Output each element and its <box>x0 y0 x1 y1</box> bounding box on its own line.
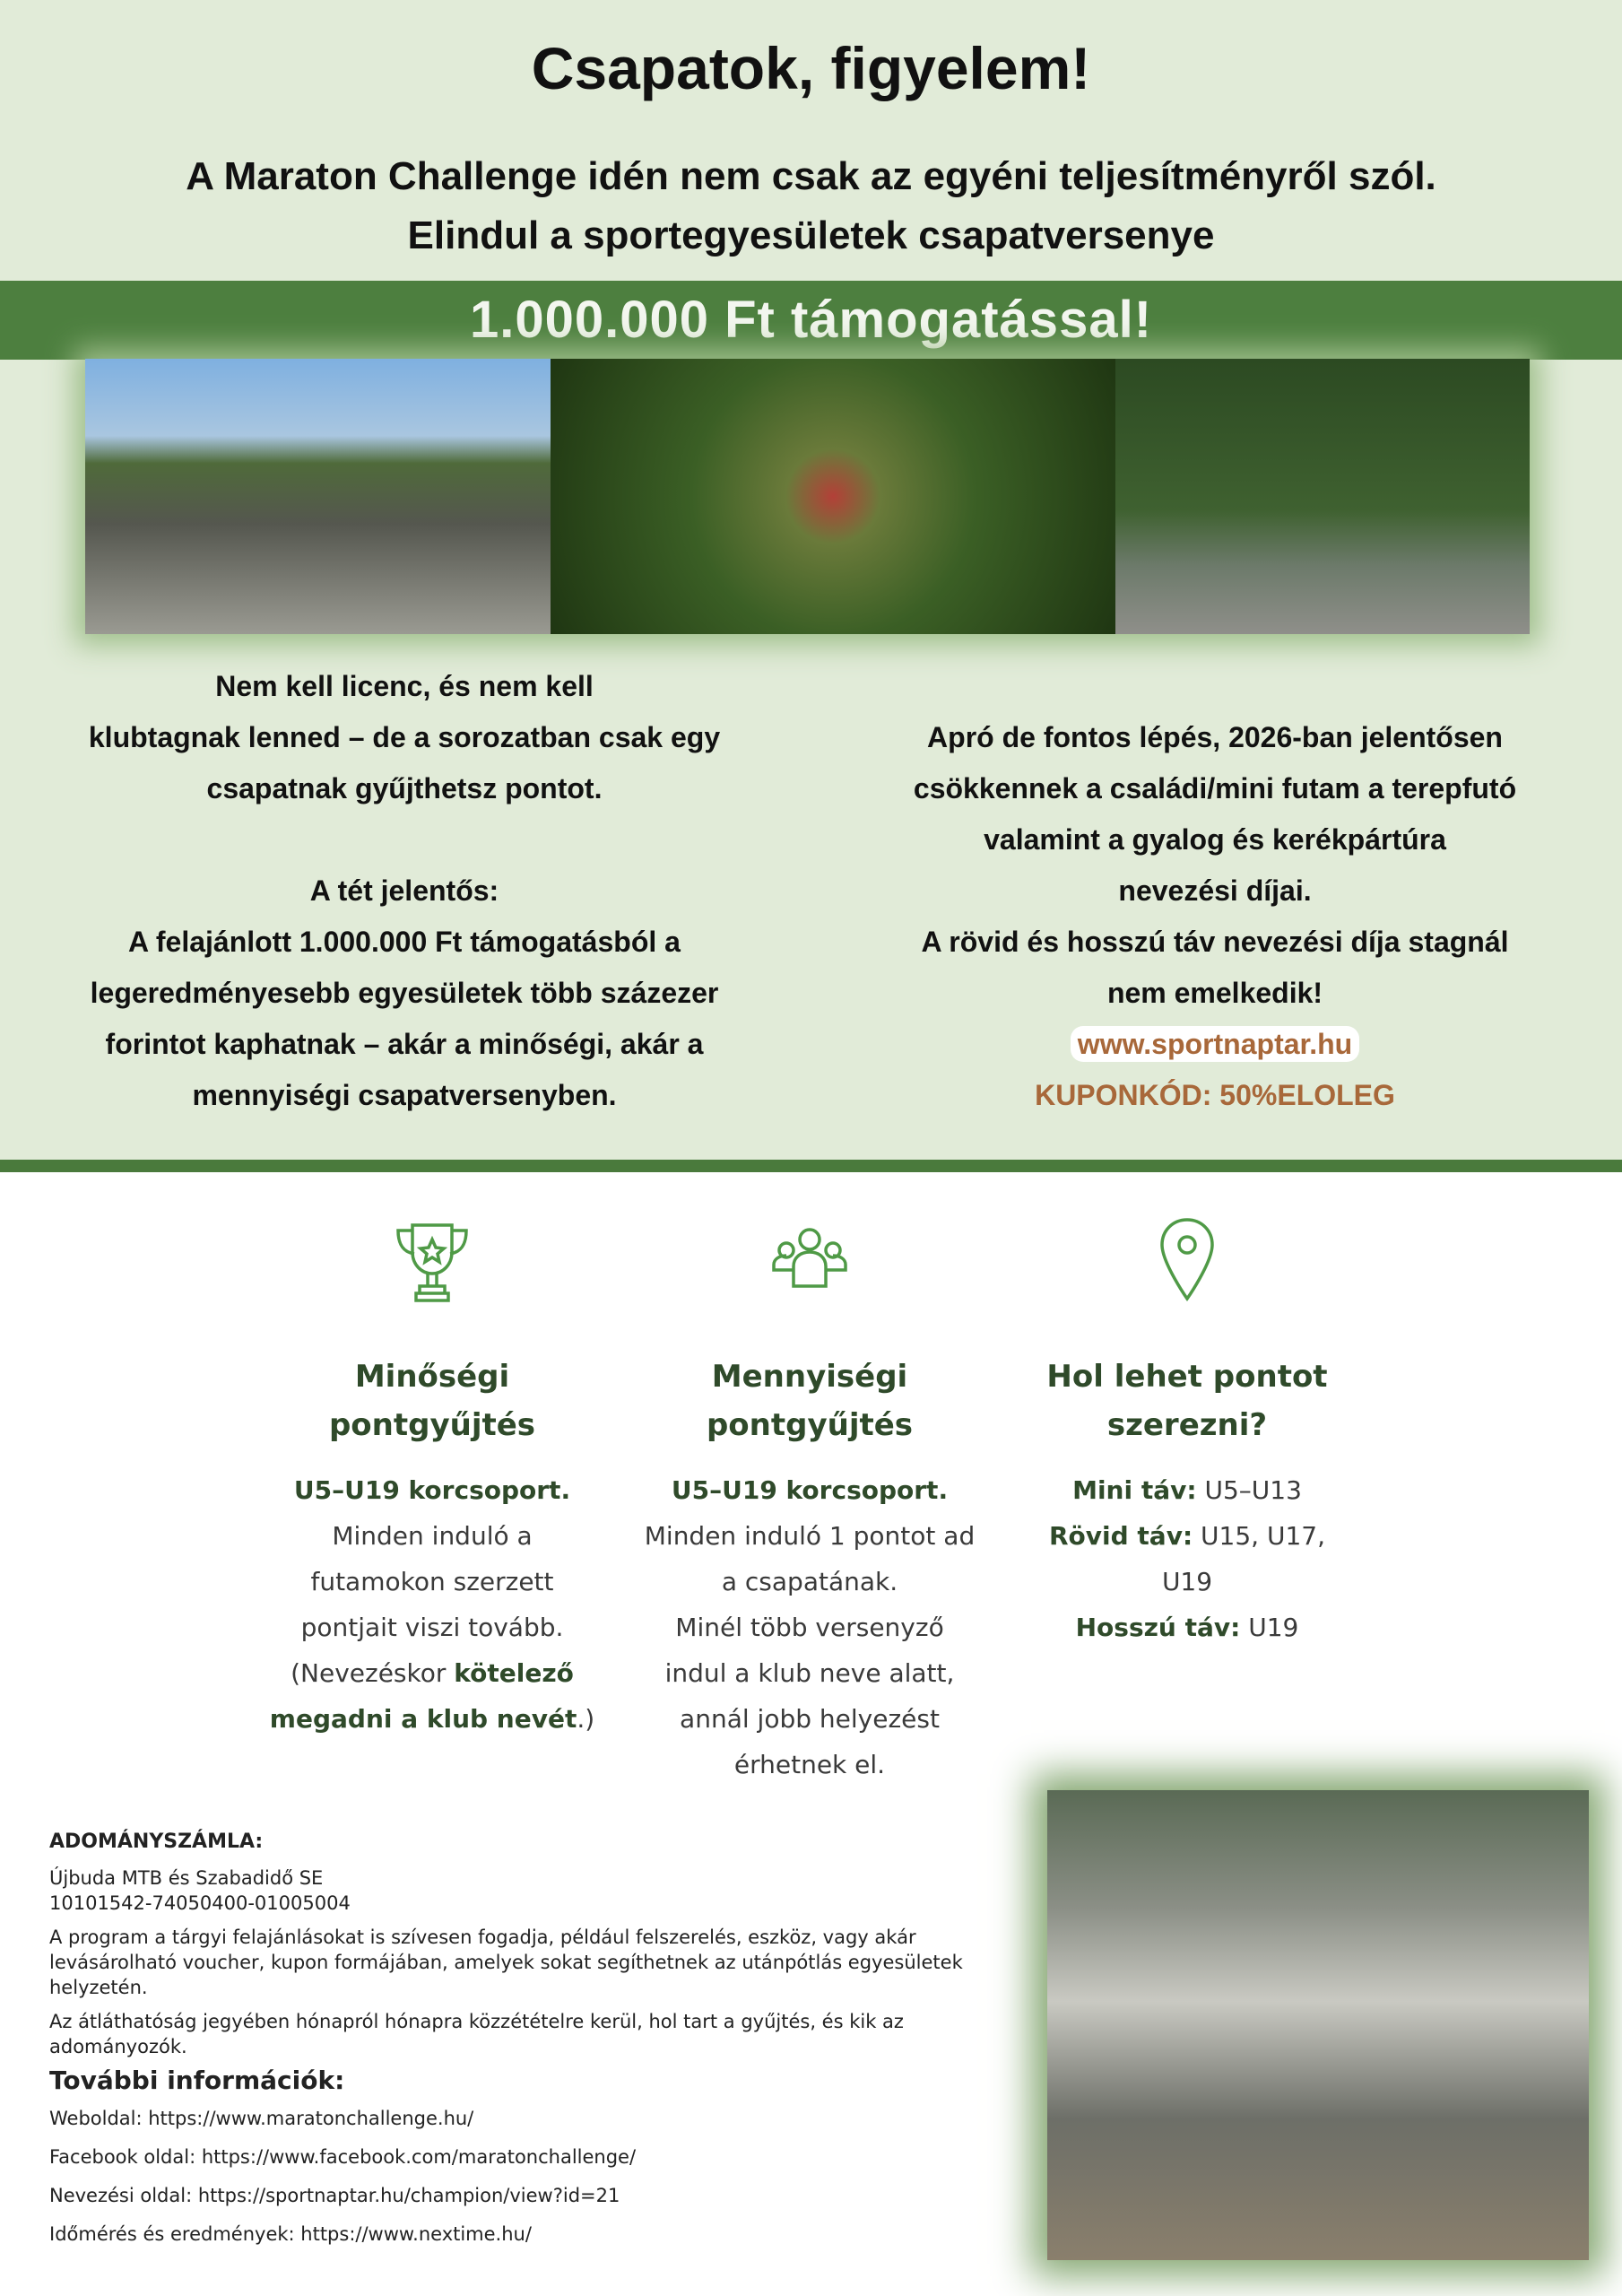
feature-title: pontgyűjtés <box>328 1407 536 1443</box>
spacer <box>18 814 791 865</box>
text-line: klubtagnak lenned – de a sorozatban csak egy <box>88 721 721 753</box>
timing-link[interactable]: Időmérés és eredmények: https://www.nextime.hu/ <box>49 2223 532 2245</box>
divider <box>0 1160 1622 1172</box>
text-line: valamint a gyalog és kerékpártúra <box>984 823 1446 856</box>
transparency-paragraph: Az átláthatóság jegyében hónapról hónapra közzétételre kerül, hol tart a gyűjtés, és kik az adományozók. <box>49 2011 904 2057</box>
age-group: U5–U19 korcsoport. <box>671 1475 949 1505</box>
coupon-code: KUPONKÓD: 50%ELOLEG <box>1035 1079 1395 1111</box>
text-line: legeredményesebb egyesületek több százezer <box>90 977 719 1009</box>
text-line: .) <box>577 1704 595 1734</box>
subtitle-line-1: A Maraton Challenge idén nem csak az egyéni teljesítményről szól. <box>186 154 1436 198</box>
distance-value: U19 <box>1161 1567 1213 1596</box>
banner: 1.000.000 Ft támogatással! <box>0 281 1622 360</box>
feature-quantity <box>630 1352 989 1787</box>
text-line: Minden induló a <box>332 1521 533 1551</box>
text-line: indul a klub neve alatt, <box>664 1658 955 1688</box>
text-line: a csapatának. <box>721 1567 898 1596</box>
photo-family-ride <box>1115 359 1530 634</box>
text-line: Minden induló 1 pontot ad <box>644 1521 976 1551</box>
feature-title: pontgyűjtés <box>706 1407 914 1443</box>
distance-label: Rövid táv: <box>1048 1521 1193 1551</box>
website-link[interactable]: Weboldal: https://www.maratonchallenge.hu/ <box>49 2108 474 2129</box>
donation-info <box>49 1830 964 2260</box>
distance-value: U5–U13 <box>1196 1475 1302 1505</box>
text-line: nevezési díjai. <box>1118 874 1312 907</box>
distance-label: Mini táv: <box>1072 1475 1197 1505</box>
feature-title: szerezni? <box>1106 1407 1268 1443</box>
feature-quality <box>253 1352 612 1742</box>
text-line: (Nevezéskor <box>291 1658 455 1688</box>
text-line: futamokon szerzett <box>310 1567 554 1596</box>
feature-where <box>1008 1352 1366 1650</box>
org-name: Újbuda MTB és Szabadidő SE <box>49 1867 324 1889</box>
text-line: nem emelkedik! <box>1106 977 1323 1009</box>
text-line: mennyiségi csapatversenyben. <box>192 1079 617 1111</box>
text-line: Minél több versenyző <box>675 1613 944 1642</box>
group-icon <box>765 1220 854 1309</box>
feature-title: Minőségi <box>354 1359 510 1395</box>
text-line: forintot kaphatnak – akár a minőségi, akár a <box>105 1028 704 1060</box>
trophy-icon <box>387 1220 477 1309</box>
photo-strip <box>85 359 1530 634</box>
bold-text: megadni a klub nevét <box>269 1704 577 1734</box>
distance-value: U19 <box>1240 1613 1299 1642</box>
photo-forest-riders <box>551 359 1115 634</box>
distance-value: U15, U17, <box>1193 1521 1326 1551</box>
subtitle-line-2: Elindul a sportegyesületek csapatversenye <box>407 213 1215 257</box>
registration-link[interactable]: Nevezési oldal: https://sportnaptar.hu/champion/view?id=21 <box>49 2185 620 2206</box>
donation-heading: ADOMÁNYSZÁMLA: <box>49 1831 264 1853</box>
donation-paragraph: A program a tárgyi felajánlásokat is szívesen fogadja, például felszerelés, eszköz, vagy akár levásárolható voucher, kupon formájában, amelyek sokat segíthetnek az utánpótlás egyesületek helyzetén. <box>49 1926 963 1998</box>
text-line: A rövid és hosszú táv nevezési díja stagnál <box>921 926 1509 958</box>
text-line: Apró de fontos lépés, 2026-ban jelentősen <box>927 721 1503 753</box>
text-line: csökkennek a családi/mini futam a terepfutó <box>913 772 1517 804</box>
sportnaptar-link[interactable]: www.sportnaptar.hu <box>1071 1026 1359 1062</box>
age-group: U5–U19 korcsoport. <box>293 1475 571 1505</box>
location-pin-icon <box>1142 1216 1232 1306</box>
text-line: A felajánlott 1.000.000 Ft támogatásból a <box>128 926 681 958</box>
facebook-link[interactable]: Facebook oldal: https://www.facebook.com/maratonchallenge/ <box>49 2146 637 2168</box>
photo-cyclists-peloton <box>1047 1790 1589 2260</box>
text-line: csapatnak gyűjthetsz pontot. <box>206 772 603 804</box>
text-line: pontjait viszi tovább. <box>300 1613 564 1642</box>
more-info-heading: További információk: <box>49 2066 345 2095</box>
text-line: Nem kell licenc, és nem kell <box>215 670 594 702</box>
account-number: 10101542-74050400-01005004 <box>49 1892 351 1914</box>
text-line: annál jobb helyezést <box>680 1704 940 1734</box>
page-title: Csapatok, figyelem! <box>531 35 1091 101</box>
bold-text: kötelező <box>454 1658 574 1688</box>
feature-title: Hol lehet pontot <box>1046 1359 1328 1395</box>
right-text-column <box>825 712 1605 1121</box>
feature-title: Mennyiségi <box>711 1359 908 1395</box>
photo-race-start <box>85 359 551 634</box>
text-line: érhetnek el. <box>733 1750 886 1779</box>
text-line: A tét jelentős: <box>309 874 499 907</box>
distance-label: Hosszú táv: <box>1075 1613 1241 1642</box>
left-text-column <box>18 661 791 1121</box>
